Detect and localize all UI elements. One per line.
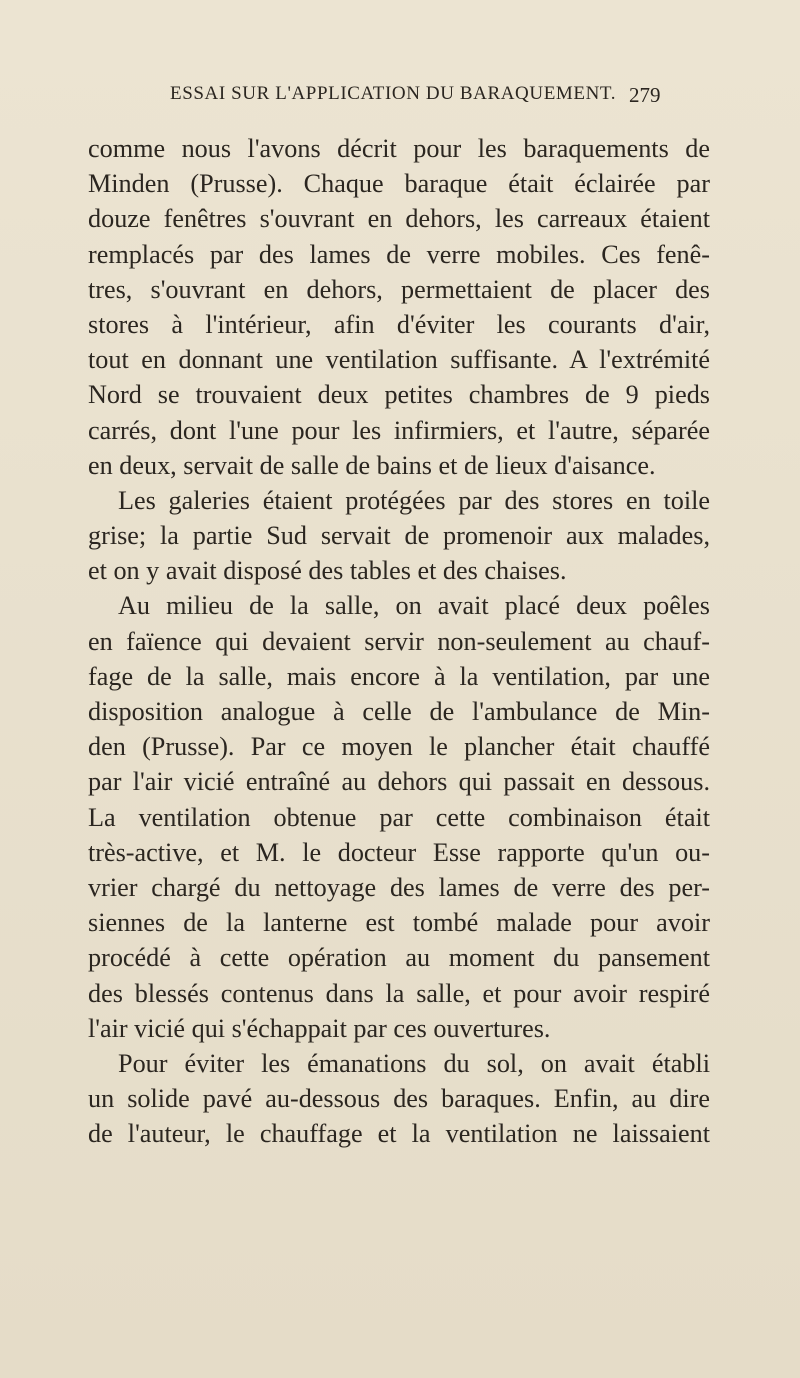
text-line: comme nous l'avons décrit pour les baraquements de: [88, 134, 710, 163]
page-header: [170, 83, 670, 113]
text-line: tout en donnant une ventilation suffisante. A l'extrémité: [88, 345, 710, 375]
text-line: den (Prusse). Par ce moyen le plancher était chauffé: [88, 732, 710, 762]
text-line: Les galeries étaient protégées par des stores en toile: [118, 485, 710, 515]
text-line: douze fenêtres s'ouvrant en dehors, les carreaux étaient: [88, 204, 710, 234]
text-line: très-active, et M. le docteur Esse rapporte qu'un ou-: [88, 837, 710, 867]
text-line: disposition analogue à celle de l'ambulance de Min-: [88, 697, 710, 726]
text-line: Nord se trouvaient deux petites chambres de 9 pieds: [88, 380, 710, 410]
text-line: grise; la partie Sud servait de promenoir aux malades,: [88, 521, 710, 551]
text-line: Au milieu de la salle, on avait placé deux poêles: [118, 591, 710, 621]
text-line: Minden (Prusse). Chaque baraque était éclairée par: [88, 169, 710, 199]
text-line: en deux, servait de salle de bains et de lieux d'aisance.: [88, 450, 656, 480]
text-line: siennes de la lanterne est tombé malade pour avoir: [88, 908, 710, 938]
text-line: Pour éviter les émanations du sol, on avait établi: [118, 1048, 710, 1078]
text-line: La ventilation obtenue par cette combinaison était: [88, 802, 710, 832]
text-line: carrés, dont l'une pour les infirmiers, et l'autre, séparée: [88, 415, 710, 445]
text-line: de l'auteur, le chauffage et la ventilation ne laissaient: [88, 1119, 710, 1149]
text-line: en faïence qui devaient servir non-seulement au chauf-: [88, 626, 710, 656]
text-line: vrier chargé du nettoyage des lames de verre des per-: [88, 872, 710, 902]
text-line: l'air vicié qui s'échappait par ces ouvertures.: [88, 1013, 551, 1043]
text-line: remplacés par des lames de verre mobiles. Ces fenê-: [88, 239, 710, 269]
running-title: ESSAI SUR L'APPLICATION DU BARAQUEMENT.: [170, 83, 617, 104]
text-line: fage de la salle, mais encore à la ventilation, par une: [88, 661, 710, 691]
text-line: un solide pavé au-dessous des baraques. Enfin, au dire: [88, 1084, 710, 1114]
text-line: procédé à cette opération au moment du pansement: [88, 943, 710, 973]
text-line: stores à l'intérieur, afin d'éviter les courants d'air,: [88, 309, 710, 339]
text-line: des blessés contenus dans la salle, et pour avoir respiré: [88, 978, 710, 1008]
body-text: [88, 131, 710, 1151]
text-line: par l'air vicié entraîné au dehors qui passait en dessous.: [88, 767, 710, 797]
text-line: et on y avait disposé des tables et des chaises.: [88, 556, 567, 586]
page-number: 279: [629, 83, 661, 107]
text-line: tres, s'ouvrant en dehors, permettaient de placer des: [88, 274, 710, 304]
